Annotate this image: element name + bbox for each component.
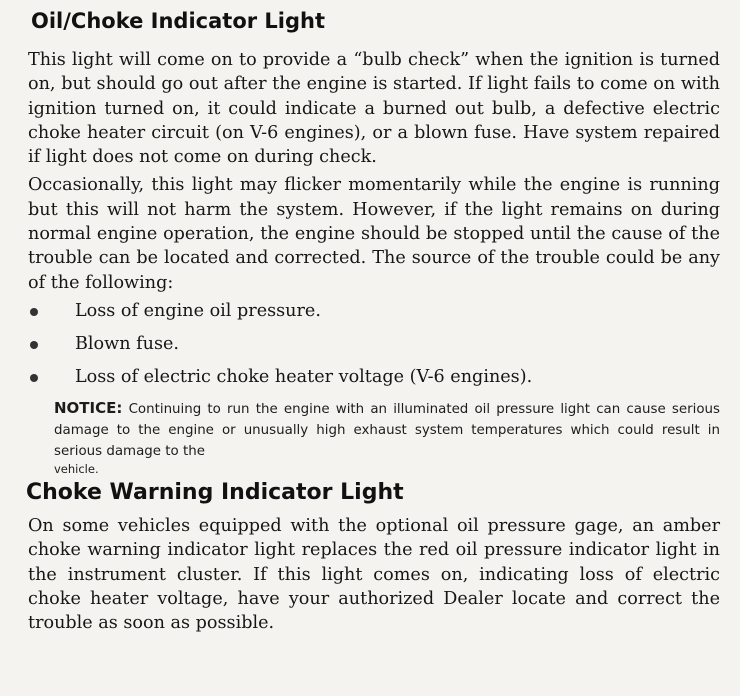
paragraph-flicker: Occasionally, this light may flicker momentarily while the engine is running but this will not harm the system. However, if the light remains on during normal engine operation, the engine should be stopped until the cause of the trouble can be located and corrected. The source of the trouble could be any of the following: xyxy=(28,175,720,293)
notice-block xyxy=(54,398,720,476)
notice-last-line: vehicle. xyxy=(54,461,99,476)
notice-label: NOTICE: xyxy=(54,398,123,417)
bullet-icon xyxy=(30,341,38,349)
trouble-causes-list xyxy=(28,299,720,398)
list-item xyxy=(28,365,720,398)
paragraph-bulb-check: This light will come on to provide a “bulb check” when the ignition is turned on, but should go out after the engine is started. If light fails to come on with ignition turned on, it could indicate a burned out bulb, a defective electric choke heater circuit (on V-6 engines), or a blown fuse. Have system repaired if light does not come on during check. xyxy=(28,50,720,168)
section-heading-oil-choke: Oil/Choke Indicator Light xyxy=(31,9,326,33)
bullet-icon xyxy=(30,374,38,382)
list-item xyxy=(28,299,720,332)
list-item-text: Blown fuse. xyxy=(75,333,180,354)
paragraph-choke-warning: On some vehicles equipped with the optional oil pressure gage, an amber choke warning indicator light replaces the red oil pressure indicator light in the instrument cluster. If this light comes on, indicating loss of electric choke heater voltage, have your authorized Dealer locate and correct the trouble as soon as possible. xyxy=(28,515,720,634)
list-item-text: Loss of engine oil pressure. xyxy=(75,300,321,321)
notice-text: Continuing to run the engine with an illuminated oil pressure light can cause serious damage to the engine or unusually high exhaust system temperatures which could result in serious damage to the xyxy=(54,401,720,459)
bullet-icon xyxy=(30,308,38,316)
list-item-text: Loss of electric choke heater voltage (V-6 engines). xyxy=(75,366,533,387)
section-heading-choke-warning: Choke Warning Indicator Light xyxy=(26,479,404,505)
list-item xyxy=(28,332,720,365)
